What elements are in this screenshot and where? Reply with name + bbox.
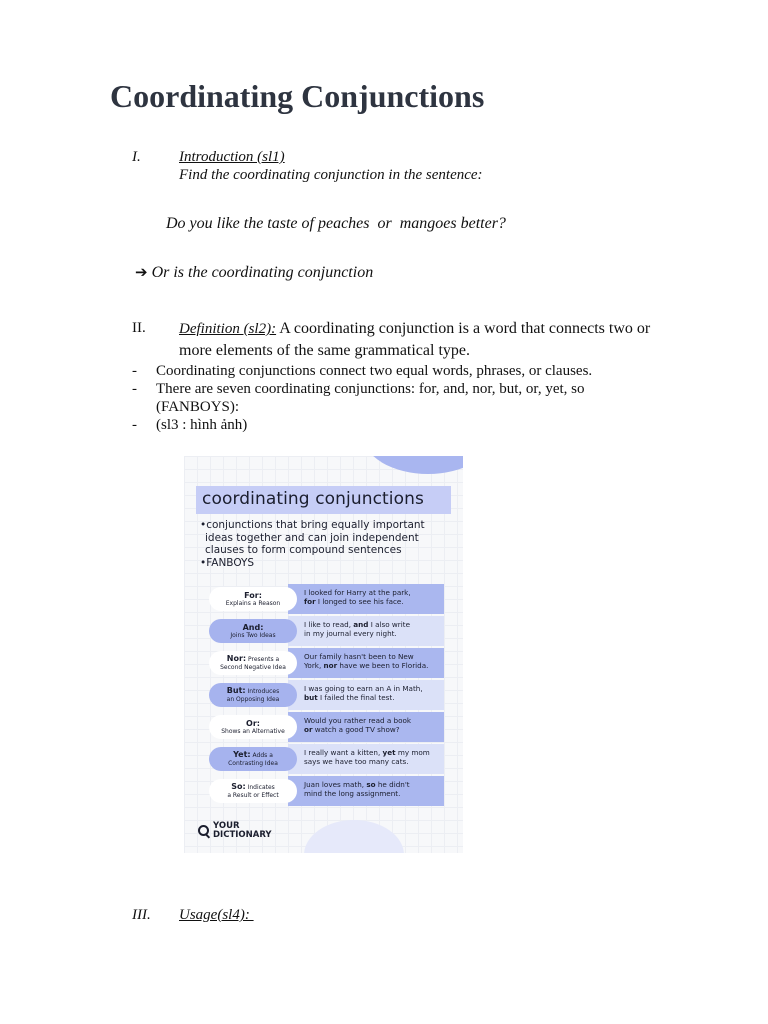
pill-so [209, 779, 297, 803]
example-line [304, 780, 444, 789]
example-line [304, 725, 444, 734]
example-text: I failed the final test. [317, 693, 395, 702]
fanboys-infographic [184, 456, 463, 853]
logo-line: DICTIONARY [213, 829, 272, 840]
example-line [304, 693, 444, 702]
example-sentence: Do you like the taste of peaches or mangoes better? [166, 215, 506, 232]
bullet-dash: - [132, 417, 137, 433]
conjunction-desc: a Result or Effect [227, 792, 279, 799]
conjunction-desc: Joins Two Ideas [230, 631, 276, 639]
conjunction-term: Or: [246, 718, 260, 728]
pill-and [209, 619, 297, 643]
example-text: Juan loves math, [304, 780, 367, 789]
example-line [304, 597, 444, 606]
example-line: says we have too many cats. [304, 757, 409, 766]
logo-text [213, 822, 272, 839]
bullet-text-continued: (FANBOYS): [156, 399, 240, 415]
example-line: mind the long assignment. [304, 789, 401, 798]
conjunction-term: Nor: [226, 654, 247, 663]
example-text: my mom [395, 748, 430, 757]
section-1-heading: Introduction (sl1) [179, 149, 285, 165]
arrow-right-icon: ➔ [135, 263, 148, 281]
example-text: he didn't [375, 780, 410, 789]
section-1-instruction: Find the coordinating conjunction in the sentence: [179, 167, 483, 183]
section-3-numeral: III. [132, 907, 151, 923]
section-3-heading: Usage(sl4): [179, 907, 254, 923]
pill-but [209, 683, 297, 707]
bullet-text: There are seven coordinating conjunctions: for, and, nor, but, or, yet, so [156, 381, 585, 397]
example-line: I looked for Harry at the park, [304, 588, 411, 597]
conjunction-desc: Introduces [247, 688, 280, 695]
example-text: I really want a kitten, [304, 748, 383, 757]
conjunction-term: Yet: [233, 750, 251, 759]
example-text: York, [304, 661, 324, 670]
conjunction-heading [231, 782, 275, 792]
bullet-text: Coordinating conjunctions connect two equal words, phrases, or clauses. [156, 363, 593, 379]
example-line [304, 661, 444, 670]
example-text: I longed to see his face. [315, 597, 404, 606]
pill-yet [209, 747, 297, 771]
conjunction-desc: Presents a [248, 656, 280, 663]
infographic-title: coordinating conjunctions [202, 489, 424, 509]
conjunction-desc: Adds a [252, 752, 273, 759]
conjunction-word: or [304, 725, 313, 734]
section-2-numeral: II. [132, 320, 146, 336]
example-text: watch a good TV show? [312, 725, 400, 734]
example-and [288, 616, 444, 646]
section-2-heading: Definition (sl2): [179, 321, 277, 337]
definition-text: A coordinating conjunction is a word that connects two or [276, 320, 651, 337]
infographic-bullet-cont: clauses to form compound sentences [205, 544, 402, 556]
example-or [288, 712, 444, 742]
definition-line-2: more elements of the same grammatical type. [179, 342, 470, 359]
conjunction-word: so [366, 780, 376, 789]
bullet-dash: - [132, 381, 137, 397]
example-so [288, 776, 444, 806]
infographic-bullet: •conjunctions that bring equally important [200, 519, 425, 531]
conjunction-desc: an Opposing Idea [226, 696, 280, 703]
conjunction-heading [227, 654, 280, 664]
bullet-dash: - [132, 363, 137, 379]
pill-or [209, 715, 297, 739]
conjunction-term: So: [231, 782, 246, 791]
answer-text: Or is the coordinating conjunction [147, 264, 374, 281]
conjunction-heading [233, 750, 273, 760]
infographic-bullet: •FANBOYS [200, 556, 255, 569]
page-title: Coordinating Conjunctions [110, 78, 485, 114]
conjunction-word: nor [323, 661, 338, 670]
answer-line [135, 263, 373, 282]
conjunction-word: for [304, 597, 316, 606]
example-line: Would you rather read a book [304, 716, 412, 725]
conjunction-word: yet [382, 748, 396, 757]
conjunction-desc: Contrasting Idea [228, 760, 278, 767]
example-line: in my journal every night. [304, 629, 397, 638]
example-nor [288, 648, 444, 678]
conjunction-desc: Explains a Reason [225, 599, 281, 607]
infographic-bullets [200, 519, 456, 569]
logo-line: YOUR [213, 821, 240, 831]
conjunction-term: For: [244, 590, 262, 600]
conjunction-heading [227, 686, 279, 696]
example-line: I was going to earn an A in Math, [304, 684, 423, 693]
example-text: I like to read, [304, 620, 354, 629]
conjunction-desc: Indicates [247, 784, 275, 791]
conjunction-desc: Shows an Alternative [221, 727, 285, 735]
example-text: have we been to Florida. [337, 661, 429, 670]
decorative-blob [363, 456, 463, 474]
pill-for [209, 587, 297, 611]
example-for [288, 584, 444, 614]
conjunction-term: But: [226, 686, 246, 695]
conjunction-word: and [353, 620, 369, 629]
conjunction-desc: Second Negative Idea [220, 664, 286, 671]
example-but [288, 680, 444, 710]
example-line: Our family hasn't been to New [304, 652, 414, 661]
example-line [304, 748, 444, 757]
example-line [304, 620, 444, 629]
example-text: I also write [368, 620, 410, 629]
definition-line-1 [179, 320, 650, 338]
magnifier-icon [198, 825, 209, 836]
decorative-blob [304, 820, 404, 853]
bullet-text: (sl3 : hình ảnh) [156, 417, 248, 433]
conjunction-term: And: [242, 622, 264, 632]
example-yet [288, 744, 444, 774]
section-1-numeral: I. [132, 149, 141, 165]
yourdictionary-logo [198, 822, 272, 839]
conjunction-word: but [304, 693, 318, 702]
infographic-bullet-cont: ideas together and can join independent [205, 531, 419, 544]
pill-nor [209, 651, 297, 675]
